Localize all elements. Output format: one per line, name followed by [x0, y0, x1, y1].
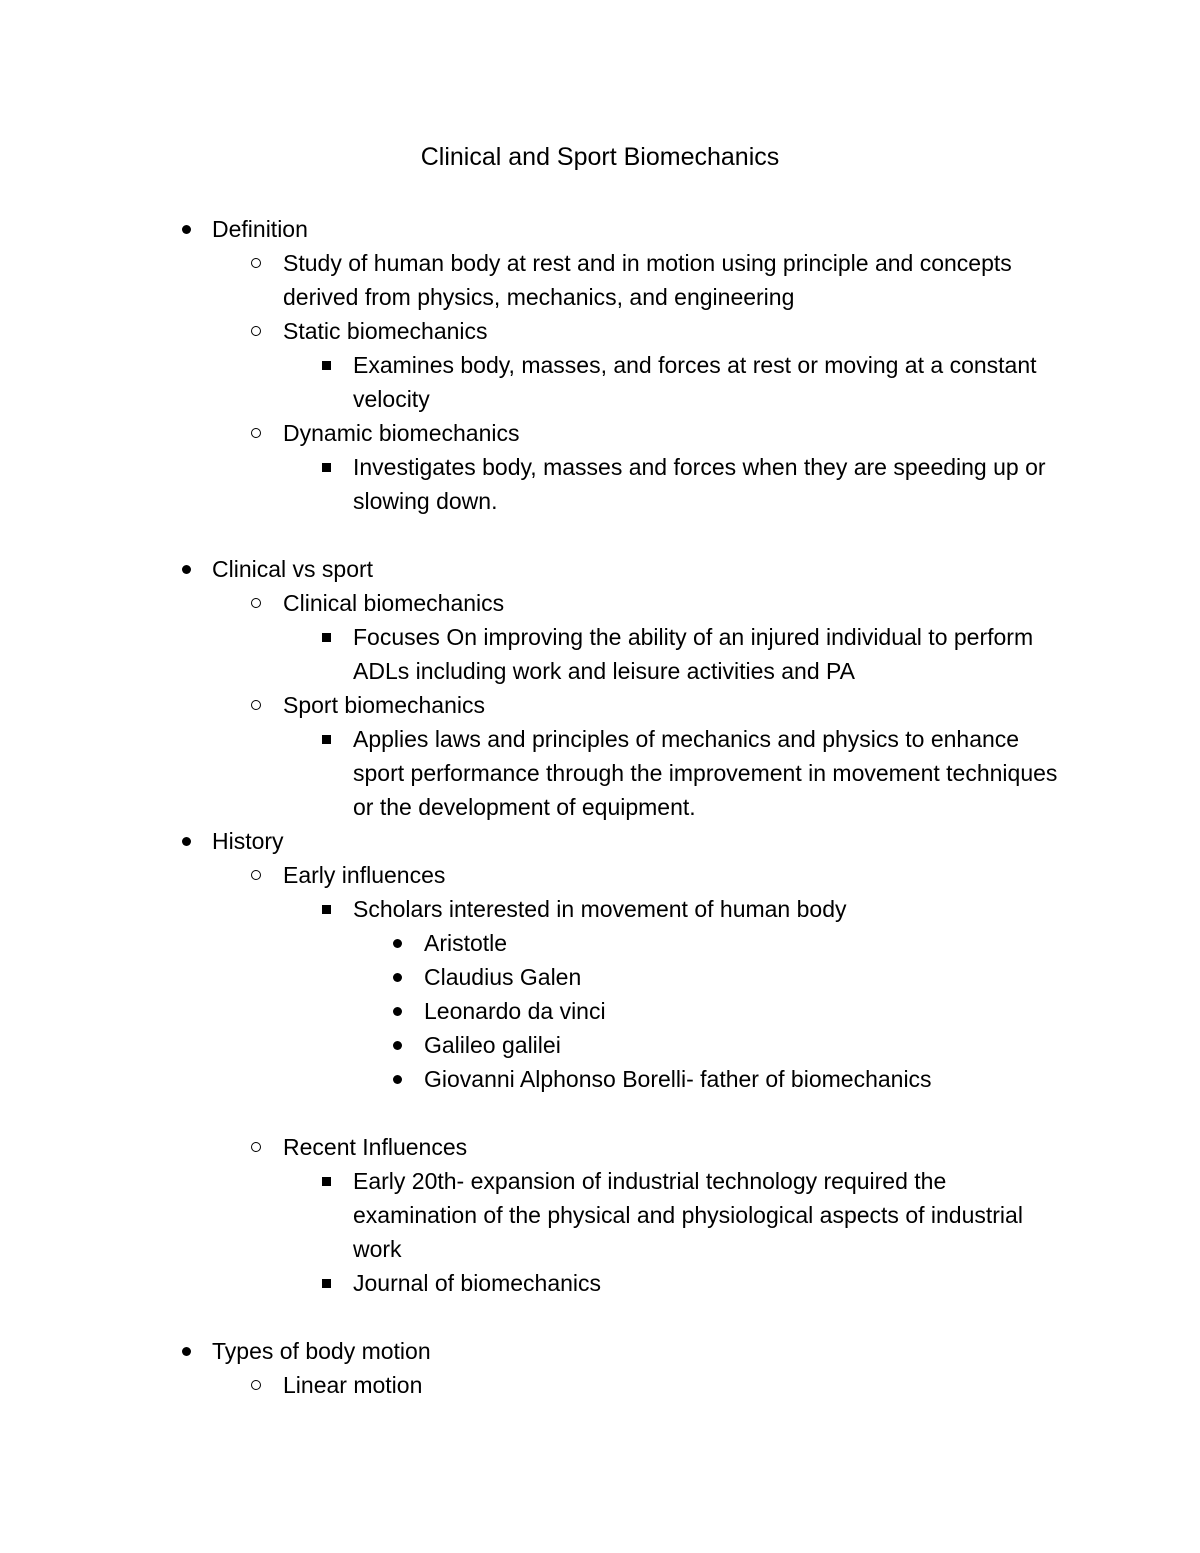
list-item-text: History [212, 828, 284, 854]
list-item-text: Examines body, masses, and forces at rest or moving at a constant velocity [353, 352, 1037, 412]
list-item-definition [0, 212, 1200, 246]
square-bullet-icon [316, 348, 336, 382]
list-item-text: Sport biomechanics [283, 692, 485, 718]
square-bullet-icon [316, 892, 336, 926]
list-item-early-20th [0, 1164, 1200, 1266]
list-item-static-desc [0, 348, 1200, 416]
list-item-text: Study of human body at rest and in motion using principle and concepts derived from physics, mechanics, and engineering [283, 250, 1012, 310]
list-item-text: Claudius Galen [424, 964, 582, 990]
list-item-text: Applies laws and principles of mechanics and physics to enhance sport performance through the improvement in movement techniques or the development of equipment. [353, 726, 1058, 820]
list-item-scholar [0, 960, 1200, 994]
square-bullet-icon [316, 620, 336, 654]
list-item-text: Types of body motion [212, 1338, 431, 1364]
list-item-text: Giovanni Alphonso Borelli- father of biomechanics [424, 1066, 932, 1092]
list-item-scholar [0, 1028, 1200, 1062]
circle-bullet-icon [246, 416, 266, 450]
list-item-scholar [0, 1062, 1200, 1096]
list-item-clinical-vs-sport [0, 552, 1200, 586]
list-item-text: Clinical vs sport [212, 556, 374, 582]
list-item-clinical [0, 586, 1200, 620]
list-item-text: Early influences [283, 862, 446, 888]
list-item-text: Recent Influences [283, 1134, 468, 1160]
square-bullet-icon [316, 1164, 336, 1198]
page-title: Clinical and Sport Biomechanics [420, 143, 780, 171]
circle-bullet-icon [246, 1368, 266, 1402]
disc-bullet-icon [176, 824, 196, 858]
square-bullet-icon [316, 450, 336, 484]
list-item-linear-motion [0, 1368, 1200, 1402]
list-item-text: Definition [212, 216, 308, 242]
list-item-text: Galileo galilei [424, 1032, 561, 1058]
list-item-journal [0, 1266, 1200, 1300]
disc-bullet-icon [387, 1028, 407, 1062]
list-item-text: Clinical biomechanics [283, 590, 505, 616]
list-item-text: Focuses On improving the ability of an injured individual to perform ADLs including work and leisure activities and PA [353, 624, 1034, 684]
list-item-sport [0, 688, 1200, 722]
list-item-text: Journal of biomechanics [353, 1270, 602, 1296]
list-item-text: Static biomechanics [283, 318, 488, 344]
list-item-scholar [0, 994, 1200, 1028]
square-bullet-icon [316, 722, 336, 756]
list-item-sport-desc [0, 722, 1200, 824]
disc-bullet-icon [176, 212, 196, 246]
list-item-dynamic [0, 416, 1200, 450]
square-bullet-icon [316, 1266, 336, 1300]
circle-bullet-icon [246, 586, 266, 620]
list-item-early-influences [0, 858, 1200, 892]
circle-bullet-icon [246, 688, 266, 722]
list-item-types-of-motion [0, 1334, 1200, 1368]
list-item-dynamic-desc [0, 450, 1200, 518]
list-item-study [0, 246, 1200, 314]
outline-list [0, 212, 1200, 1402]
disc-bullet-icon [176, 1334, 196, 1368]
list-item-static [0, 314, 1200, 348]
list-item-text: Aristotle [424, 930, 508, 956]
disc-bullet-icon [176, 552, 196, 586]
circle-bullet-icon [246, 314, 266, 348]
list-item-text: Dynamic biomechanics [283, 420, 520, 446]
list-item-clinical-desc [0, 620, 1200, 688]
list-item-scholar [0, 926, 1200, 960]
circle-bullet-icon [246, 1130, 266, 1164]
list-item-text: Linear motion [283, 1372, 423, 1398]
list-item-text: Early 20th- expansion of industrial technology required the examination of the physical and physiological aspects of industrial work [353, 1168, 1023, 1262]
list-item-text: Investigates body, masses and forces when they are speeding up or slowing down. [353, 454, 1046, 514]
list-item-scholars [0, 892, 1200, 926]
disc-bullet-icon [387, 1062, 407, 1096]
disc-bullet-icon [387, 960, 407, 994]
disc-bullet-icon [387, 926, 407, 960]
disc-bullet-icon [387, 994, 407, 1028]
list-item-recent-influences [0, 1130, 1200, 1164]
circle-bullet-icon [246, 246, 266, 280]
circle-bullet-icon [246, 858, 266, 892]
list-item-text: Scholars interested in movement of human body [353, 896, 847, 922]
list-item-history [0, 824, 1200, 858]
list-item-text: Leonardo da vinci [424, 998, 606, 1024]
